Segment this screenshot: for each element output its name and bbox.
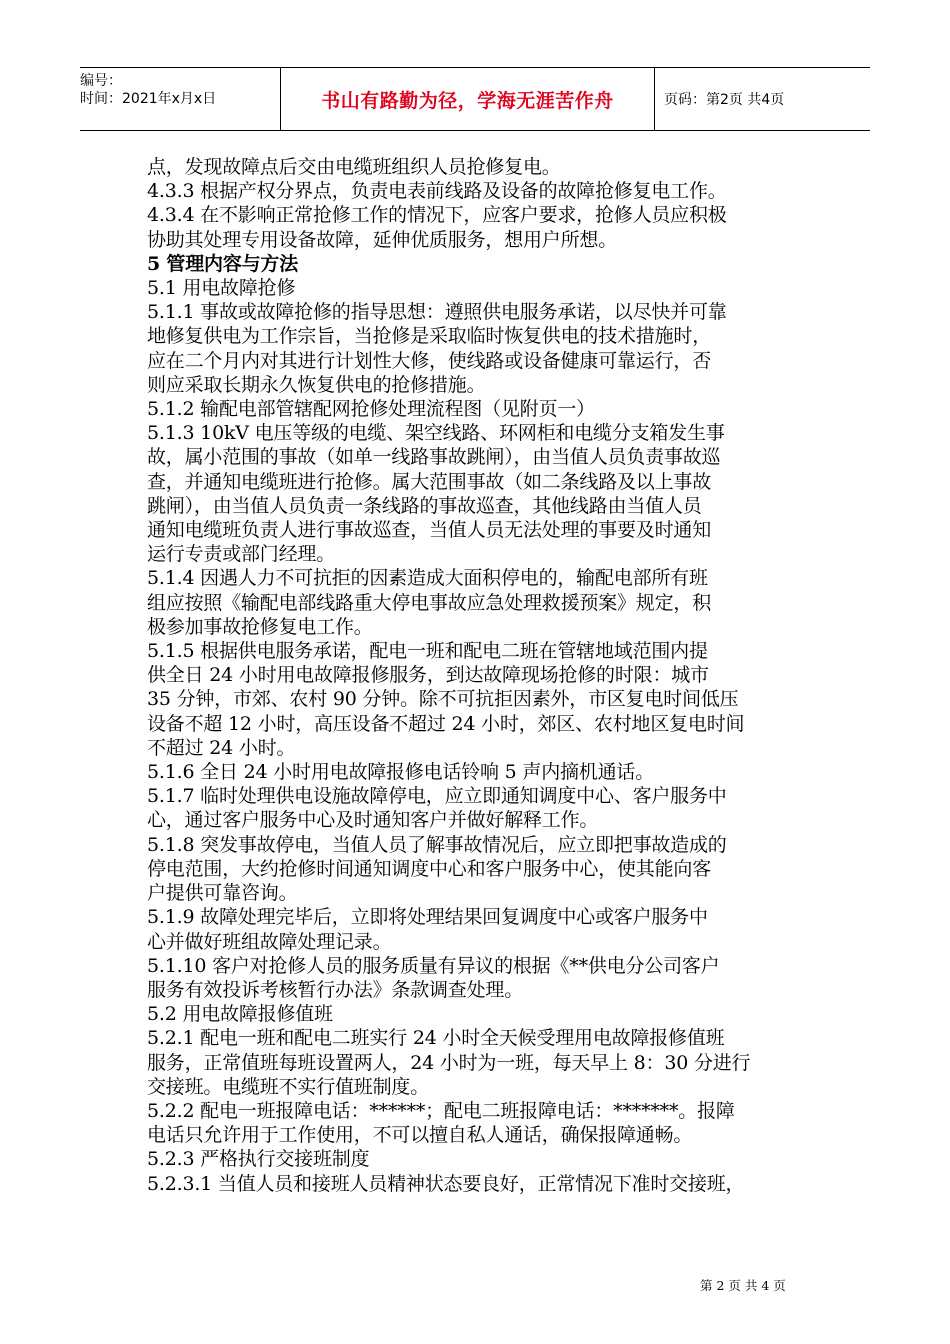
body-text-line: 交接班。电缆班不实行值班制度。	[147, 1075, 430, 1098]
body-text-line: 5.1.1 事故或故障抢修的指导思想：遵照供电服务承诺，以尽快并可靠	[147, 301, 727, 324]
document-date: 时间：2021年x月x日	[80, 91, 217, 107]
body-text-line: 点，发现故障点后交由电缆班组织人员抢修复电。	[147, 156, 561, 178]
body-text-line: 5.2.3 严格执行交接班制度	[147, 1148, 370, 1171]
body-text-line: 供全日 24 小时用电故障报修服务，到达故障现场抢修的时限：城市	[147, 664, 709, 687]
body-text-line: 4.3.3 根据产权分界点，负责电表前线路及设备的故障抢修复电工作。	[147, 180, 727, 203]
body-text-line: 户提供可靠咨询。	[147, 882, 298, 905]
page-footer: 第 2 页 共 4 页	[700, 1278, 786, 1293]
body-text-line: 服务有效投诉考核暂行办法》条款调查处理。	[147, 978, 524, 1001]
document-body	[147, 155, 812, 1196]
body-text-line: 运行专责或部门经理。	[147, 543, 336, 566]
body-text-line: 应在二个月内对其进行计划性大修，使线路或设备健康可靠运行，否	[147, 349, 712, 372]
body-text-line: 4.3.4 在不影响正常抢修工作的情况下，应客户要求，抢修人员应积极	[147, 204, 727, 227]
body-text-line: 5.1.3 10kV 电压等级的电缆、架空线路、环网柜和电缆分支箱发生事	[147, 422, 725, 445]
body-text-line: 5.1.7 临时处理供电设施故障停电，应立即通知调度中心、客户服务中	[147, 785, 727, 808]
body-text-line: 极参加事故抢修复电工作。	[147, 615, 373, 638]
body-text-line: 5.1.9 故障处理完毕后，立即将处理结果回复调度中心或客户服务中	[147, 906, 708, 929]
body-text-line: 不超过 24 小时。	[147, 736, 296, 759]
body-text-line: 5.1.8 突发事故停电，当值人员了解事故情况后，应立即把事故造成的	[147, 833, 727, 856]
header-motto-cell	[280, 68, 655, 130]
body-text-line: 35 分钟，市郊、农村 90 分钟。除不可抗拒因素外，市区复电时间低压	[147, 688, 739, 711]
body-text-line: 协助其处理专用设备故障，延伸优质服务，想用户所想。	[147, 228, 618, 251]
body-text-line: 5.2 用电故障报修值班	[147, 1003, 333, 1026]
body-text-line: 设备不超 12 小时，高压设备不超过 24 小时，郊区、农村地区复电时间	[147, 712, 745, 735]
body-text-line: 5.1.5 根据供电服务承诺，配电一班和配电二班在管辖地域范围内提	[147, 640, 708, 663]
body-text-line: 5.1 用电故障抢修	[147, 277, 296, 300]
section-heading: 5 管理内容与方法	[147, 252, 299, 275]
body-text-line: 心并做好班组故障处理记录。	[147, 930, 392, 953]
body-text-line: 5.2.3.1 当值人员和接班人员精神状态要良好，正常情况下准时交接班，	[147, 1172, 745, 1195]
header-page-info: 页码：第2页 共4页	[664, 92, 785, 108]
header-meta	[80, 68, 280, 134]
body-text-line: 5.1.4 因遇人力不可抗拒的因素造成大面积停电的，输配电部所有班	[147, 567, 708, 590]
body-text-line: 停电范围，大约抢修时间通知调度中心和客户服务中心，使其能向客	[147, 857, 712, 880]
body-text-line: 5.1.2 输配电部管辖配网抢修处理流程图（见附页一）	[147, 398, 595, 421]
body-text-line: 组应按照《输配电部线路重大停电事故应急处理救援预案》规定，积	[147, 591, 712, 614]
page-header	[80, 67, 870, 131]
header-motto: 书山有路勤为径，学海无涯苦作舟	[321, 89, 614, 112]
body-text-line: 电话只允许用于工作使用，不可以擅自私人通话，确保报障通畅。	[147, 1124, 693, 1147]
body-text-line: 5.2.1 配电一班和配电二班实行 24 小时全天候受理用电故障报修值班	[147, 1027, 725, 1050]
body-text-line: 通知电缆班负责人进行事故巡查，当值人员无法处理的事要及时通知	[147, 519, 712, 542]
body-text-line: 跳闸），由当值人员负责一条线路的事故巡查，其他线路由当值人员	[147, 494, 702, 517]
body-text-line: 5.1.6 全日 24 小时用电故障报修电话铃响 5 声内摘机通话。	[147, 761, 655, 784]
body-text-line: 心，通过客户服务中心及时通知客户并做好解释工作。	[147, 809, 599, 832]
body-text-line: 则应采取长期永久恢复供电的抢修措施。	[147, 373, 486, 396]
body-text-line: 5.1.10 客户对抢修人员的服务质量有异议的根据《**供电分公司客户	[147, 954, 720, 977]
body-text-line: 地修复供电为工作宗旨，当抢修是采取临时恢复供电的技术措施时，	[147, 325, 712, 348]
body-text-line: 5.2.2 配电一班报障电话：******；配电二班报障电话：*******。报障	[147, 1099, 735, 1122]
body-text-line: 故，属小范围的事故（如单一线路事故跳闸），由当值人员负责事故巡	[147, 446, 721, 469]
body-text-line: 查，并通知电缆班进行抢修。属大范围事故（如二条线路及以上事故	[147, 470, 712, 493]
body-text-line: 服务，正常值班每班设置两人，24 小时为一班，每天早上 8：30 分进行	[147, 1051, 751, 1074]
document-number: 编号：	[80, 73, 122, 89]
